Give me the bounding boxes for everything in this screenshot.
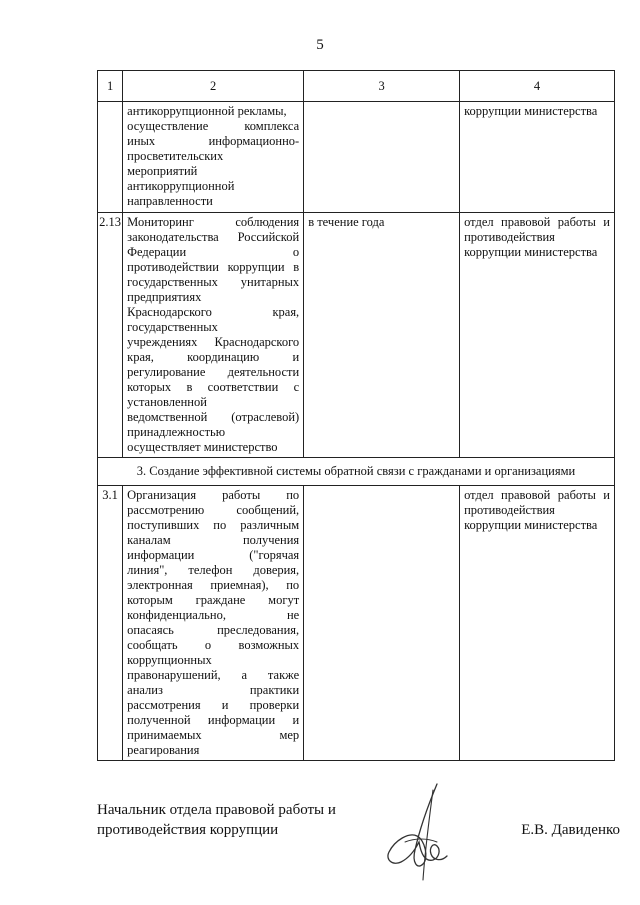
description-line: реагирования — [127, 743, 200, 757]
description-line: государственных — [127, 320, 218, 334]
responsible-line: противодействия — [464, 230, 555, 244]
section-header-row — [98, 458, 615, 486]
row-responsible — [460, 213, 615, 458]
description-line: сообщать о возможных — [127, 638, 300, 652]
row-number — [98, 102, 123, 213]
description-line: поступивших по различным — [127, 518, 300, 532]
description-line: электронная приемная), по — [127, 578, 300, 592]
description-line: иных информационно- — [127, 134, 300, 148]
description-line: полученной информации и — [127, 713, 300, 727]
description-line: линия", телефон доверия, — [127, 563, 300, 577]
row-description — [123, 102, 304, 213]
signatory-position — [97, 800, 336, 840]
description-line: которых в соответствии с — [127, 380, 300, 394]
header-col-3: 3 — [304, 71, 460, 102]
header-col-1: 1 — [98, 71, 123, 102]
position-line: Начальник отдела правовой работы и — [97, 802, 336, 818]
description-line: принимаемых мер — [127, 728, 300, 742]
description-line: противодействии коррупции в — [127, 260, 300, 274]
page-number: 5 — [316, 37, 324, 53]
row-responsible: коррупции министерства — [460, 102, 615, 213]
description-line: антикоррупционной — [127, 179, 235, 193]
action-plan-table — [97, 70, 615, 761]
description-line: которым граждане могут — [127, 593, 300, 607]
description-line: принадлежностью — [127, 425, 226, 439]
row-number: 2.13 — [98, 213, 123, 458]
position-line: противодействия коррупции — [97, 822, 279, 838]
description-line: рассмотрения и проверки — [127, 698, 300, 712]
row-description — [123, 486, 304, 761]
header-col-2: 2 — [123, 71, 304, 102]
description-line: регулирование деятельности — [127, 365, 300, 379]
description-line: края, координацию и — [127, 350, 300, 364]
section-title: 3. Создание эффективной системы обратной связи с гражданами и организациями — [98, 458, 615, 486]
description-line: государственных унитарных — [127, 275, 300, 289]
description-line: установленной — [127, 395, 207, 409]
table-header-row — [98, 71, 615, 102]
description-line: просветительских — [127, 149, 224, 163]
header-col-4: 4 — [460, 71, 615, 102]
description-line: конфиденциально, не — [127, 608, 300, 622]
description-line: Федерации о — [127, 245, 300, 259]
responsible-line: отдел правовой работы и — [464, 215, 610, 229]
row-responsible — [460, 486, 615, 761]
description-line: коррупционных — [127, 653, 212, 667]
row-number: 3.1 — [98, 486, 123, 761]
responsible-line: коррупции министерства — [464, 518, 598, 532]
signatory-name: Е.В. Давиденко — [521, 822, 620, 838]
row-term — [304, 102, 460, 213]
description-line: рассмотрению сообщений, — [127, 503, 300, 517]
table-row-3-1 — [98, 486, 615, 761]
row-description — [123, 213, 304, 458]
row-term — [304, 486, 460, 761]
description-line: Организация работы по — [127, 488, 300, 502]
description-line: Краснодарского края, — [127, 305, 300, 319]
description-line: антикоррупционной рекламы, — [127, 104, 287, 118]
description-line: осуществляет министерство — [127, 440, 278, 454]
description-line: ведомственной (отраслевой) — [127, 410, 300, 424]
description-line: предприятиях — [127, 290, 202, 304]
table-row-continued — [98, 102, 615, 213]
description-line: направленности — [127, 194, 213, 208]
responsible-line: коррупции министерства — [464, 245, 598, 259]
description-line: мероприятий — [127, 164, 198, 178]
description-line: опасаясь преследования, — [127, 623, 300, 637]
description-line: учреждениях Краснодарского — [127, 335, 300, 349]
responsible-line: противодействия — [464, 503, 555, 517]
table-row-2-13 — [98, 213, 615, 458]
description-line: Мониторинг соблюдения — [127, 215, 300, 229]
description-line: анализ практики — [127, 683, 300, 697]
description-line: правонарушений, а также — [127, 668, 300, 682]
description-line: осуществление комплекса — [127, 119, 300, 133]
responsible-line: отдел правовой работы и — [464, 488, 610, 502]
description-line: законодательства Российской — [127, 230, 300, 244]
description-line: информации ("горячая — [127, 548, 300, 562]
handwritten-signature — [375, 780, 465, 890]
row-term: в течение года — [304, 213, 460, 458]
description-line: каналам получения — [127, 533, 300, 547]
